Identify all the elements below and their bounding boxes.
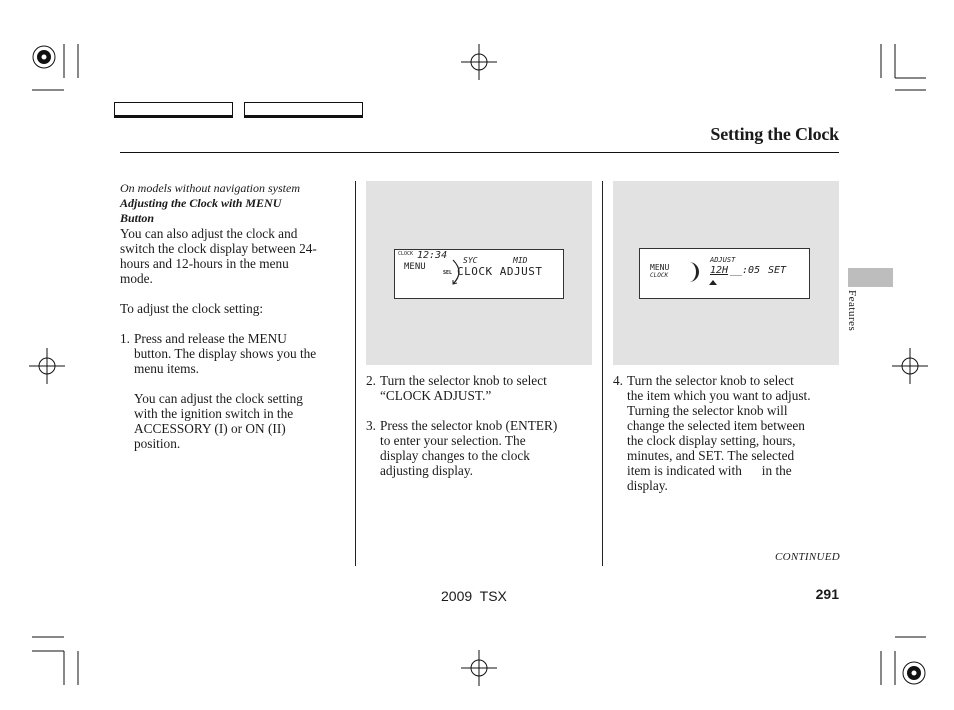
lcd-clock-time: 12:34 xyxy=(417,250,448,261)
clock-menu-figure xyxy=(366,181,592,365)
cursor-indicator-icon xyxy=(709,280,717,286)
clock-adjust-figure xyxy=(613,181,839,365)
lcd-format: 12H xyxy=(710,265,729,276)
lcd-display-adjust: MENU CLOCK SEL ADJUST 12H __:05 SET xyxy=(639,248,810,299)
page-number: 291 xyxy=(815,586,839,602)
model-note: On models without navigation system xyxy=(120,181,300,195)
footer-model: 2009 TSX xyxy=(441,588,507,604)
title-rule xyxy=(120,152,839,153)
column-2 xyxy=(366,373,596,478)
selector-knob-icon xyxy=(686,261,700,283)
step-4: 4. Turn the selector knob to select the item which you want to adjust. Turning the selector knob will change the selected item between the clock display setting, hours, minutes, and SET. The selected item is indicated with in the display. xyxy=(613,373,811,493)
column-3 xyxy=(613,373,843,493)
continued-label: CONTINUED xyxy=(774,551,840,563)
step-2: 2. Turn the selector knob to select “CLOCK ADJUST.” xyxy=(366,373,547,403)
step-3: 3. Press the selector knob (ENTER) to enter your selection. The display changes to the clock adjusting display. xyxy=(366,418,558,478)
header-tab-1 xyxy=(114,102,233,118)
intro-paragraph: You can also adjust the clock and switch the clock display between 24- hours and 12-hours in the menu mode. xyxy=(120,226,317,286)
lcd-main-text: CLOCK ADJUST xyxy=(457,265,543,278)
page-title: Setting the Clock xyxy=(710,124,839,144)
section-heading: Adjusting the Clock with MENU Button xyxy=(120,196,282,225)
section-side-tab xyxy=(848,268,893,287)
column-divider-1 xyxy=(355,181,356,566)
header-tab-2 xyxy=(244,102,363,118)
section-side-label: Features xyxy=(846,290,858,332)
lcd-set: SET xyxy=(768,265,787,276)
step-1-note: You can adjust the clock setting with the ignition switch in the ACCESSORY (I) or ON (II) position. xyxy=(134,391,303,451)
lcd-time: __:05 xyxy=(730,265,761,276)
column-divider-2 xyxy=(602,181,603,566)
to-adjust-text: To adjust the clock setting: xyxy=(120,301,264,316)
lcd-display-menu: CLOCK 12:34 MENU SEL SYC MID CLOCK ADJUST xyxy=(394,249,564,299)
step-1: 1. Press and release the MENU button. The display shows you the menu items. xyxy=(120,331,317,376)
selector-knob-icon xyxy=(451,258,471,286)
column-1 xyxy=(120,181,350,451)
